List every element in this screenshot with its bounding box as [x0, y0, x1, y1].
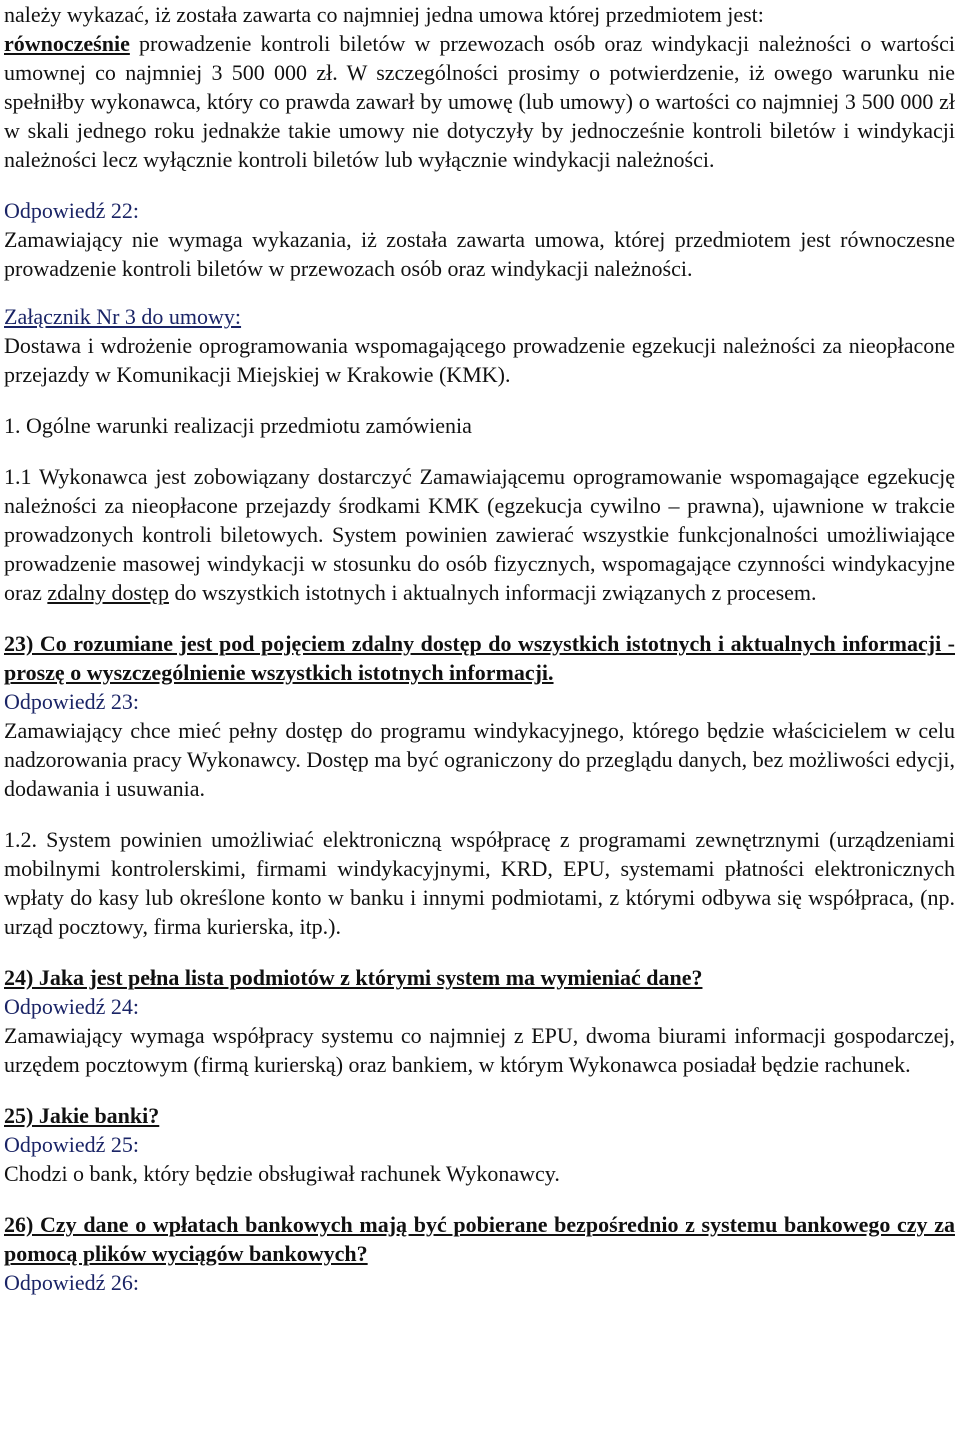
answer-23-text: Zamawiający chce mieć pełny dostęp do programu windykacyjnego, którego będzie właścicielem w celu nadzorowania pracy Wykonawcy. Dostęp ma być ograniczony do przeglądu danych, bez możliwości edycji, dodawania i usuwania.: [4, 718, 955, 801]
question-25: 25) Jakie banki?: [4, 1103, 160, 1128]
emphasis-word: równocześnie: [4, 31, 130, 56]
answer-24-text: Zamawiający wymaga współpracy systemu co najmniej z EPU, dwoma biurami informacji gospodarczej, urzędem pocztowym (firmą kurierską) oraz bankiem, w którym Wykonawca posiadał będzie rachunek.: [4, 1023, 955, 1077]
intro-rest: prowadzenie kontroli biletów w przewozach osób oraz windykacji należności o wartości umownej co najmniej 3 500 000 zł. W szczególności prosimy o potwierdzenie, iż owego warunku nie spełniłby wykonawca, który co prawda zawarł by umowę (lub umowy) o wartości co najmniej 3 500 000 zł w skali jednego roku jednakże takie umowy nie dotyczyły by jednocześnie kontroli biletów i windykacji należności lecz wyłącznie kontroli biletów lub wyłącznie windykacji należności.: [4, 31, 955, 172]
answer-22-heading: Odpowiedź 22:: [4, 198, 140, 223]
answer-25-heading: Odpowiedź 25:: [4, 1132, 140, 1157]
question-26: 26) Czy dane o wpłatach bankowych mają być pobierane bezpośrednio z systemu bankowego czy za pomocą plików wyciągów bankowych?: [4, 1212, 955, 1266]
section-1-1-end: do wszystkich istotnych i aktualnych informacji związanych z procesem.: [168, 580, 817, 605]
section-1-2-paragraph: 1.2. System powinien umożliwiać elektroniczną współpracę z programami zewnętrznymi (urządzeniami mobilnymi kontrolerskimi, firmami windykacyjnymi, KRD, EPU, systemami płatności elektronicznych wpłaty do kasy lub określone konto w banku i innymi podmiotami, z którymi odbywa się współpraca, (np. urząd pocztowy, firma kurierska, itp.).: [4, 827, 955, 939]
answer-22-text: Zamawiający nie wymaga wykazania, iż została zawarta umowa, której przedmiotem jest równoczesne prowadzenie kontroli biletów w przewozach osób oraz windykacji należności.: [4, 227, 955, 281]
section-1-1-paragraph: [4, 462, 955, 607]
section-1-title: 1. Ogólne warunki realizacji przedmiotu zamówienia: [4, 413, 472, 438]
section-1-1-text: 1.1 Wykonawca jest zobowiązany dostarczyć Zamawiającemu oprogramowanie wspomagające egzekucję należności za nieopłacone przejazdy środkami KMK (egzekucja cywilno – prawna), ujawnione w trakcie prowadzonych kontroli biletowych. System powinien zawierać wszystkie funkcjonalności umożliwiające prowadzenie masowej windykacji w stosunku do osób fizycznych, wspomagające czynności windykacyjne oraz: [4, 464, 955, 605]
intro-paragraph: [4, 0, 955, 174]
document-page: [4, 0, 955, 1297]
intro-line1: należy wykazać, iż została zawarta co najmniej jedna umowa której przedmiotem jest:: [4, 2, 764, 27]
attachment-text: Dostawa i wdrożenie oprogramowania wspomagającego prowadzenie egzekucji należności za nieopłacone przejazdy w Komunikacji Miejskiej w Krakowie (KMK).: [4, 333, 955, 387]
attachment-heading: Załącznik Nr 3 do umowy:: [4, 304, 242, 329]
answer-24-heading: Odpowiedź 24:: [4, 994, 140, 1019]
answer-26-heading: Odpowiedź 26:: [4, 1270, 140, 1295]
answer-25-text: Chodzi o bank, który będzie obsługiwał rachunek Wykonawcy.: [4, 1161, 560, 1186]
answer-23-heading: Odpowiedź 23:: [4, 689, 140, 714]
question-24: 24) Jaka jest pełna lista podmiotów z którymi system ma wymieniać dane?: [4, 965, 703, 990]
remote-access-term: zdalny dostęp: [47, 580, 169, 605]
question-23: 23) Co rozumiane jest pod pojęciem zdalny dostęp do wszystkich istotnych i aktualnych informacji - proszę o wyszczególnienie wszystkich istotnych informacji.: [4, 631, 955, 685]
